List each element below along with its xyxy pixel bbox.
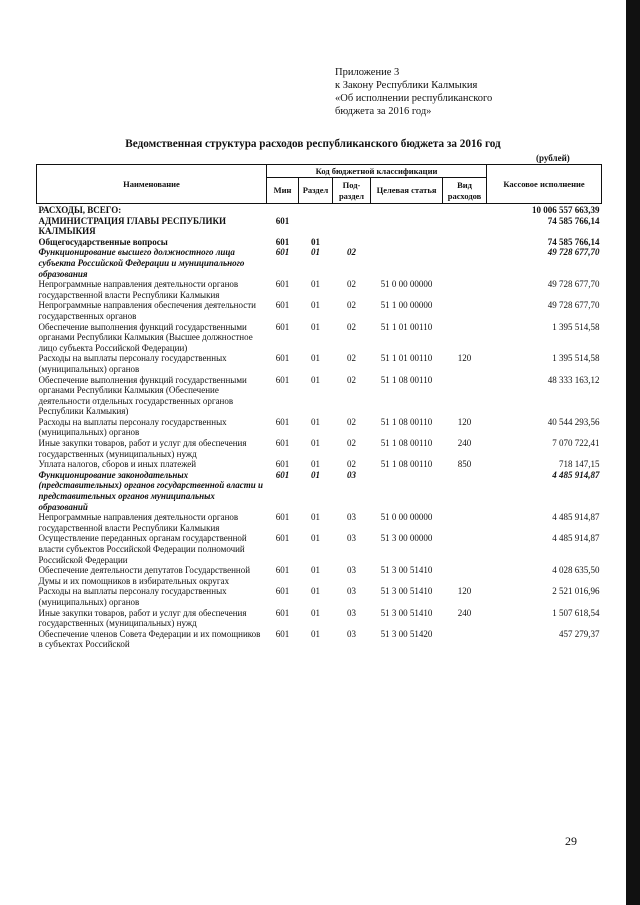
cell-amount: 7 070 722,41 [552, 438, 600, 449]
table-row [37, 353, 602, 374]
cell-type [443, 375, 487, 417]
cell-target: 51 1 08 00110 [380, 416, 433, 427]
cell-name: Обеспечение членов Совета Федерации и их помощников в субъектах Российской [38, 628, 261, 650]
cell-target: 51 3 00 00000 [380, 533, 433, 544]
annex-block [335, 66, 595, 118]
cell-type [443, 629, 487, 650]
cell-razdel [299, 216, 333, 237]
table-row [37, 247, 602, 279]
cell-min: 601 [275, 607, 290, 618]
cell-podrazdel: 02 [347, 459, 356, 470]
cell-name: Осуществление переданных органам государственной власти субъектов Российской Федерации полномочий Российской Федерации [38, 533, 247, 565]
table-row [37, 417, 602, 438]
table-row [37, 300, 602, 321]
cell-name: Иные закупки товаров, работ и услуг для обеспечения государственных (муниципальных) нужд [38, 607, 247, 629]
cell-amount: 4 028 635,50 [552, 565, 600, 576]
cell-amount: 1 395 514,58 [552, 353, 600, 364]
cell-razdel: 01 [311, 300, 320, 311]
cell-amount: 10 006 557 663,39 [532, 205, 600, 215]
cell-podrazdel: 03 [347, 628, 356, 639]
cell-name: Иные закупки товаров, работ и услуг для обеспечения государственных (муниципальных) нужд [38, 438, 247, 459]
cell-min: 601 [275, 279, 290, 290]
table-row [37, 629, 602, 650]
cell-type: 240 [457, 438, 472, 449]
cell-razdel: 01 [311, 353, 320, 364]
cell-target: 51 3 00 51420 [380, 628, 433, 639]
cell-amount: 4 485 914,87 [552, 469, 600, 480]
unit-label: (рублей) [536, 153, 570, 163]
cell-podrazdel [333, 216, 371, 237]
cell-podrazdel: 02 [347, 279, 356, 290]
budget-table [36, 164, 602, 650]
cell-razdel: 01 [311, 512, 320, 523]
table-row [37, 470, 602, 512]
table-row [37, 279, 602, 300]
cell-min: 601 [275, 247, 290, 258]
cell-min: 601 [275, 438, 290, 449]
cell-type: 120 [457, 353, 472, 364]
cell-min: 601 [275, 300, 290, 311]
table-row [37, 459, 602, 470]
cell-type [443, 470, 487, 512]
cell-target: 51 0 00 00000 [380, 512, 433, 523]
annex-line: Приложение 3 [335, 67, 400, 78]
header-type: Вид расходов [443, 178, 487, 204]
cell-podrazdel: 03 [347, 586, 356, 597]
cell-type: 120 [457, 586, 472, 597]
cell-target: 51 1 00 00000 [380, 300, 433, 311]
cell-name: Непрограммные направления деятельности органов государственной власти Республики Калмыкия [38, 279, 239, 300]
cell-min: 601 [275, 565, 290, 576]
cell-type [443, 512, 487, 533]
cell-razdel: 01 [311, 565, 320, 576]
header-amount: Кассовое исполнение [487, 165, 602, 204]
header-min: Мин [267, 178, 299, 204]
cell-podrazdel: 02 [347, 353, 356, 364]
cell-amount: 74 585 766,14 [547, 215, 600, 226]
cell-razdel: 01 [311, 321, 320, 332]
cell-podrazdel: 02 [347, 374, 356, 385]
cell-razdel: 01 [311, 374, 320, 385]
cell-amount: 49 728 677,70 [547, 247, 600, 258]
cell-name: Расходы на выплаты персоналу государственных (муниципальных) органов [38, 353, 227, 374]
scan-edge [626, 0, 640, 905]
cell-name: Непрограммные направления обеспечения деятельности государственных органов [38, 300, 256, 321]
header-code-group: Код бюджетной классификации [267, 165, 487, 178]
cell-name: Расходы на выплаты персоналу государственных (муниципальных) органов [38, 416, 227, 438]
cell-name: Обеспечение выполнения функций государственными органами Республики Калмыкия (Высшее должностное лицо субъекта Российской Федерации) [38, 321, 253, 353]
cell-min: 601 [275, 512, 290, 523]
cell-razdel: 01 [311, 236, 320, 247]
cell-type [443, 247, 487, 279]
cell-name: Общегосударственные вопросы [38, 236, 168, 247]
cell-target [371, 216, 443, 237]
cell-razdel: 01 [311, 279, 320, 290]
cell-amount: 40 544 293,56 [547, 416, 600, 427]
cell-name: Непрограммные направления деятельности органов государственной власти Республики Калмыкия [38, 512, 239, 533]
header-name: Наименование [37, 165, 267, 204]
cell-name: Расходы на выплаты персоналу государственных (муниципальных) органов [38, 586, 227, 607]
cell-podrazdel: 02 [347, 321, 356, 332]
cell-razdel: 01 [311, 416, 320, 427]
cell-target: 51 0 00 00000 [380, 279, 433, 290]
cell-razdel: 01 [311, 459, 320, 470]
cell-amount: 2 521 016,96 [552, 586, 600, 597]
cell-amount: 48 333 163,12 [547, 374, 600, 385]
cell-min: 601 [275, 469, 290, 480]
cell-razdel: 01 [311, 586, 320, 597]
cell-target: 51 3 00 51410 [380, 586, 433, 597]
cell-target [371, 247, 443, 279]
cell-type [443, 279, 487, 300]
cell-amount: 4 485 914,87 [552, 512, 600, 523]
table-row [37, 216, 602, 237]
cell-name: Уплата налогов, сборов и иных платежей [38, 459, 197, 470]
cell-target [371, 470, 443, 512]
cell-amount: 49 728 677,70 [547, 300, 600, 311]
cell-amount: 49 728 677,70 [547, 279, 600, 290]
cell-podrazdel: 03 [347, 469, 356, 480]
cell-podrazdel: 02 [347, 416, 356, 427]
cell-amount: 1 507 618,54 [552, 607, 600, 618]
cell-razdel: 01 [311, 607, 320, 618]
cell-amount: 74 585 766,14 [547, 236, 600, 247]
cell-min [267, 204, 299, 216]
cell-podrazdel: 03 [347, 533, 356, 544]
document-title: Ведомственная структура расходов республиканского бюджета за 2016 год [125, 138, 501, 150]
cell-name: Обеспечение выполнения функций государственными органами Республики Калмыкия (Обеспечение деятельности отдельных государственных органов Республики Калмыкия) [38, 374, 247, 417]
table-row [37, 565, 602, 586]
cell-podrazdel: 02 [347, 247, 356, 258]
table-row [37, 322, 602, 354]
cell-podrazdel [333, 237, 371, 248]
annex-line: бюджета за 2016 год» [335, 106, 432, 117]
cell-type: 850 [457, 459, 472, 470]
table-row [37, 512, 602, 533]
table-row [37, 533, 602, 565]
cell-type: 120 [457, 416, 472, 427]
cell-podrazdel: 02 [347, 300, 356, 311]
cell-amount: 1 395 514,58 [552, 321, 600, 332]
cell-target: 51 1 01 00110 [380, 321, 433, 332]
cell-name: Обеспечение деятельности депутатов Государственной Думы и их помощников в избирательных округах [38, 565, 251, 586]
cell-name: АДМИНИСТРАЦИЯ ГЛАВЫ РЕСПУБЛИКИ КАЛМЫКИЯ [38, 215, 227, 237]
cell-target: 51 1 08 00110 [380, 438, 433, 449]
header-razdel: Раздел [299, 178, 333, 204]
cell-type [443, 237, 487, 248]
cell-razdel: 01 [311, 438, 320, 449]
cell-target: 51 1 08 00110 [380, 374, 433, 385]
cell-target [371, 237, 443, 248]
cell-razdel: 01 [311, 628, 320, 639]
cell-podrazdel: 03 [347, 512, 356, 523]
cell-min: 601 [275, 586, 290, 597]
cell-podrazdel: 03 [347, 607, 356, 618]
cell-amount: 457 279,37 [559, 628, 600, 639]
cell-type [443, 204, 487, 216]
cell-target: 51 1 08 00110 [380, 459, 433, 470]
cell-name: Функционирование высшего должностного лица субъекта Российской Федерации и муниципального образования [38, 247, 245, 279]
annex-line: к Закону Республики Калмыкия [335, 80, 478, 91]
cell-target: 51 3 00 51410 [380, 565, 433, 576]
table-body [37, 204, 602, 650]
cell-name: Функционирование законодательных (представительных) органов государственной власти и представительных органов муниципальных образований [38, 469, 263, 512]
cell-min: 601 [275, 215, 290, 226]
cell-min: 601 [275, 416, 290, 427]
cell-name: РАСХОДЫ, ВСЕГО: [38, 205, 122, 215]
cell-type: 240 [457, 607, 472, 618]
cell-type [443, 322, 487, 354]
cell-min: 601 [275, 459, 290, 470]
cell-target: 51 3 00 51410 [380, 607, 433, 618]
cell-podrazdel: 02 [347, 438, 356, 449]
table-row [37, 237, 602, 248]
table-row [37, 608, 602, 629]
table-row [37, 586, 602, 607]
cell-podrazdel [333, 204, 371, 216]
cell-podrazdel: 03 [347, 565, 356, 576]
cell-target [371, 204, 443, 216]
cell-razdel: 01 [311, 247, 320, 258]
cell-min: 601 [275, 236, 290, 247]
cell-razdel: 01 [311, 533, 320, 544]
table-row [37, 204, 602, 216]
page-number: 29 [565, 834, 577, 848]
cell-type [443, 300, 487, 321]
annex-line: «Об исполнении республиканского [335, 93, 493, 104]
table-row [37, 375, 602, 417]
cell-razdel [299, 204, 333, 216]
cell-type [443, 565, 487, 586]
cell-amount: 718 147,15 [559, 459, 600, 470]
cell-type [443, 533, 487, 565]
cell-min: 601 [275, 628, 290, 639]
cell-razdel: 01 [311, 469, 320, 480]
cell-target: 51 1 01 00110 [380, 353, 433, 364]
cell-min: 601 [275, 321, 290, 332]
cell-type [443, 216, 487, 237]
cell-amount: 4 485 914,87 [552, 533, 600, 544]
cell-min: 601 [275, 353, 290, 364]
table-row [37, 438, 602, 459]
cell-min: 601 [275, 374, 290, 385]
header-podrazdel: Под-раздел [333, 178, 371, 204]
cell-min: 601 [275, 533, 290, 544]
header-target: Целевая статья [371, 178, 443, 204]
